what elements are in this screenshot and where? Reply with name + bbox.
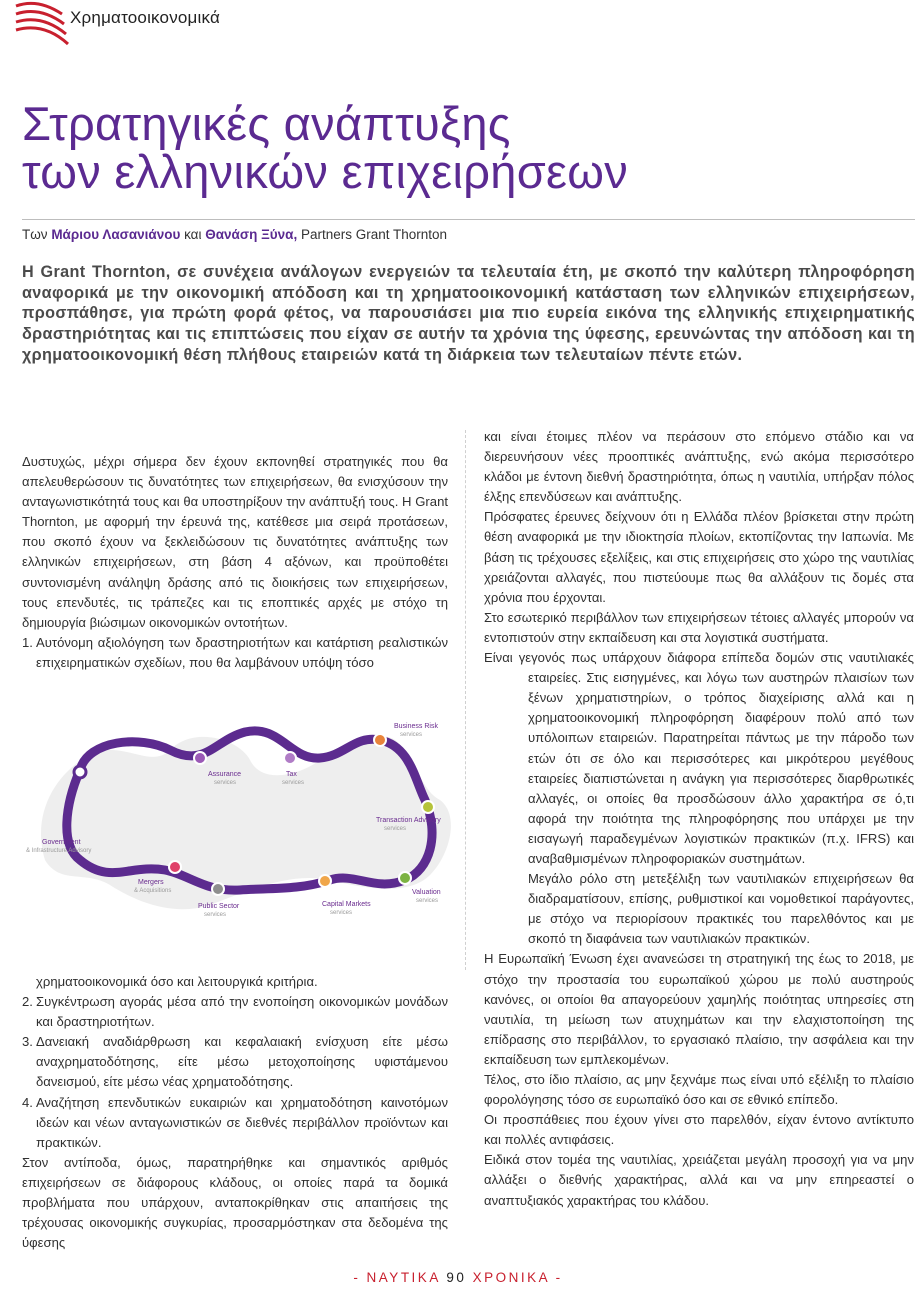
svg-text:Valuation: Valuation <box>412 889 441 896</box>
svg-text:Public Sector: Public Sector <box>198 903 240 910</box>
list-continuation: χρηματοοικονομικά όσο και λειτουργικά κριτήρια. <box>36 974 318 989</box>
section-label: Χρηματοοικονομικά <box>70 8 221 27</box>
paragraph: Η Ευρωπαϊκή Ένωση έχει ανανεώσει τη στρατηγική της έως το 2018, με στόχο την προστασία του ευρωπαϊκού χώρου με πολύ αυστηρούς κανόνες, οι οποίοι θα απαγορεύουν χαμηλής ποιότητας υπηρεσίες στη ναυτιλία, τη μείωση των ατυχημάτων και την ελαχιστοποίηση της επίδρασης στο περιβάλλον, το εργασιακό πλαίσιο, την ασφάλεια και την εκπαίδευση των εμπλεκομένων. <box>484 951 914 1067</box>
svg-text:services: services <box>330 910 353 916</box>
svg-text:& Acquisitions: & Acquisitions <box>134 888 172 894</box>
byline-and: και <box>184 227 202 242</box>
footer-right: ΧΡΟΝΙΚΑ - <box>472 1270 563 1285</box>
byline-prefix: Των <box>22 227 48 242</box>
left-column-bottom <box>22 972 448 1253</box>
svg-text:Transaction Advisory: Transaction Advisory <box>376 817 441 824</box>
list-text: Αναζήτηση επενδυτικών ευκαιριών και χρηματοδότηση καινοτόμων ιδεών και νέων ανταγωνιστικών σε διεθνές περιβάλλον προϊόντων και πρακτικών. <box>36 1094 448 1150</box>
list-item <box>22 1032 448 1092</box>
list-text: Αυτόνομη αξιολόγηση των δραστηριοτήτων και κατάρτιση ρεαλιστικών επιχειρηματικών σχεδίων, που θα λαμβάνουν υπόψη τόσο <box>36 634 448 670</box>
list-number: 2. <box>22 994 33 1010</box>
footer-left: - ΝΑΥΤΙΚΑ <box>353 1270 441 1285</box>
brand-swoosh-icon <box>12 0 72 48</box>
list-item <box>22 992 448 1032</box>
svg-text:services: services <box>400 732 423 738</box>
paragraph-indented: Είναι γεγονός πως υπάρχουν διάφορα επίπεδα δομών στις ναυτιλιακές εταιρείες. Στις εισηγμένες, και λόγω των αυστηρών πλαισίων των ξένων χρηματιστηρίων, ο τρόπος διαχείρισης αλλά και η χρηματοοικονομική πληροφόρηση διαφέρουν πολύ από των υπόλοιπων εταιρειών. Παρατηρείται πάντως με την πάροδο των ετών ότι σε όλο και περισσότερες και μικρότερου μεγέθους εταιρείες διαπιστώνεται η ανάγκη για περισσότερες διαρθρωτικές αλλαγές, οι οποίες θα προσδώσουν άλλο χαρακτήρα σε ό,τι αφορά την ποιότητα της πληροφόρησης που υπάρχει με την εισαγωγή παραδεγμένων λογιστικών πρακτικών (π.χ. IFRS) και αναβαθμισμένων πληροφοριακών συστημάτων. <box>484 650 914 866</box>
list-number: 4. <box>22 1094 33 1110</box>
article-title <box>22 97 902 198</box>
list-text: Συγκέντρωση αγοράς μέσα από την ενοποίηση οικονομικών μονάδων και δραστηριοτήτων. <box>36 994 448 1030</box>
paragraph: Στο εσωτερικό περιβάλλον των επιχειρήσεων τέτοιες αλλαγές μπορούν να εντοπιστούν στην εκπαίδευση και στα λογιστικά συστήματα. <box>484 609 914 645</box>
paragraph: Τέλος, στο ίδιο πλαίσιο, ας μην ξεχνάμε πως είναι υπό εξέλιξη το πλαίσιο φορολόγησης τόσο σε ευρωπαϊκό όσο και σε εθνικό επίπεδο. <box>484 1072 914 1108</box>
paragraph: Πρόσφατες έρευνες δείχνουν ότι η Ελλάδα πλέον βρίσκεται στην πρώτη θέση αναφορικά με την ιδιοκτησία πλοίων, εκτοπίζοντας την Ιαπωνία. Με βάση τις τρέχουσες εξελίξεις, και στις επιχειρήσεις στο χώρο της ναυτιλίας χρειάζονται αλλαγές, που πιστεύουμε πως θα αλλάξουν τις δομές στα χρόνια που έρχονται. <box>484 509 914 605</box>
svg-text:services: services <box>384 826 407 832</box>
list-text: Δανειακή αναδιάρθρωση και κεφαλαιακή ενίσχυση είτε μέσω αναχρηματοδότησης, είτε μέσω μετοχοποίησης υφιστάμενου δανεισμού, είτε μέσω νέας χρηματοδότησης. <box>36 1034 448 1090</box>
page-number: 90 <box>446 1270 467 1285</box>
paragraph: Ειδικά στον τομέα της ναυτιλίας, χρειάζεται μεγάλη προσοχή για να μην αλλάξει ο διεθνής χαρακτήρας, αλλά και να μην επηρεαστεί ο αναπτυξιακός χαρακτήρας του κλάδου. <box>484 1152 914 1208</box>
title-line-2: των ελληνικών επιχειρήσεων <box>22 145 629 198</box>
services-route-figure <box>0 680 470 970</box>
list-item <box>22 1093 448 1153</box>
title-divider <box>22 219 915 220</box>
svg-text:& Infrastructure Advisory: & Infrastructure Advisory <box>26 848 92 854</box>
paragraph: Στον αντίποδα, όμως, παρατηρήθηκε και σημαντικός αριθμός επιχειρήσεων σε διάφορους κλάδους, οι οποίες παρά τα δομικά προβλήματα που υπάρχουν, ανταποκρίθηκαν στις απαιτήσεις της τρέχουσας οικονομικής συγκυρίας, προσαρμόστηκαν στα δεδομένα της ύφεσης <box>22 1154 448 1251</box>
section-header <box>12 0 312 48</box>
svg-text:services: services <box>204 912 227 918</box>
svg-text:Government: Government <box>42 839 81 846</box>
svg-text:services: services <box>282 780 305 786</box>
svg-text:services: services <box>416 898 439 904</box>
list-number: 1. <box>22 634 33 650</box>
list-number: 3. <box>22 1034 33 1050</box>
author-1: Μάριου Λασανιάνου <box>51 227 181 242</box>
svg-text:Capital Markets: Capital Markets <box>322 901 371 908</box>
svg-text:Tax: Tax <box>286 771 297 778</box>
paragraph: και είναι έτοιμες πλέον να περάσουν στο επόμενο στάδιο και να διερευνήσουν νέες προοπτικές ανάπτυξης, ενώ ακόμα περισσότερο κλάδοι με έντονη διεθνή δραστηριότητα, όπως η ναυτιλία, υπήρξαν πόλος έλξης επενδύσεων και ανάπτυξης. <box>484 429 914 505</box>
left-column-top <box>22 452 448 673</box>
svg-text:Assurance: Assurance <box>208 771 242 778</box>
station-business-risk <box>374 723 438 746</box>
byline <box>22 227 447 242</box>
paragraph: Οι προσπάθειες που έχουν γίνει στο παρελθόν, είχαν έντονο αντίκτυπο και πολλές αντιφάσεις. <box>484 1112 914 1148</box>
byline-suffix: Partners Grant Thornton <box>300 227 448 242</box>
page-footer <box>0 1270 916 1285</box>
svg-text:Business Risk: Business Risk <box>394 723 438 730</box>
svg-text:services: services <box>214 780 237 786</box>
list-item <box>22 633 448 673</box>
lead-paragraph: Η Grant Thornton, σε συνέχεια ανάλογων ενεργειών τα τελευταία έτη, με σκοπό την καλύτερη πληροφόρηση αναφορικά με την οικονομική απόδοση και τη χρηματοοικονομική κατάσταση των ελληνικών επιχειρήσεων, προσπάθησε, για πρώτη φορά φέτος, να παρουσιάσει μια πιο ευρεία εικόνα της ελληνικής επιχειρηματικής δραστηριότητας και τις επιπτώσεις που είχαν σε αυτήν τα χρόνια της ύφεσης, ερευνώντας την απόδοση και τη χρηματοοικονομική θέση πλήθους εταιρειών κατά τη διάρκεια των τελευταίων πέντε ετών. <box>22 263 915 364</box>
paragraph: Δυστυχώς, μέχρι σήμερα δεν έχουν εκπονηθεί στρατηγικές που θα απελευθερώσουν τις δυνατότητες των επιχειρήσεων, θα ενισχύσουν την ανταγωνιστικότητά τους και θα υποστηρίξουν την ανάπτυξή τους. Η Grant Thornton, με αφορμή την έρευνά της, κατέθεσε μια σειρά προτάσεων, που σκοπό έχουν να ξεκλειδώσουν τις δυνατότητες ανάπτυξης των ελληνικών επιχειρήσεων, στη βάση 4 αξόνων, και προϋποθέτει συντονισμένη ανάληψη δράσης από τις διοικήσεις των επιχειρήσεων, τους επενδυτές, τις τράπεζες και τις εποπτικές αρχές με στόχο τη δημιουργία βιώσιμων οικονομικών οντοτήτων. <box>22 454 448 630</box>
author-2: Θανάση Ξύνα, <box>205 227 298 242</box>
svg-text:Mergers: Mergers <box>138 879 164 886</box>
services-route-diagram <box>0 680 470 970</box>
right-column <box>484 427 914 1211</box>
paragraph-indented: Μεγάλο ρόλο στη μετεξέλιξη των ναυτιλιακών επιχειρήσεων θα διαδραματίσουν, επίσης, ρυθμιστικοί και νομοθετικοί παράγοντες, με στόχο να περιορίσουν πρακτικές του παρελθόντος και με σκοπό τη διαφάνεια των ναυτιλιακών πρακτικών. <box>528 871 914 947</box>
title-line-1: Στρατηγικές ανάπτυξης <box>22 97 511 150</box>
